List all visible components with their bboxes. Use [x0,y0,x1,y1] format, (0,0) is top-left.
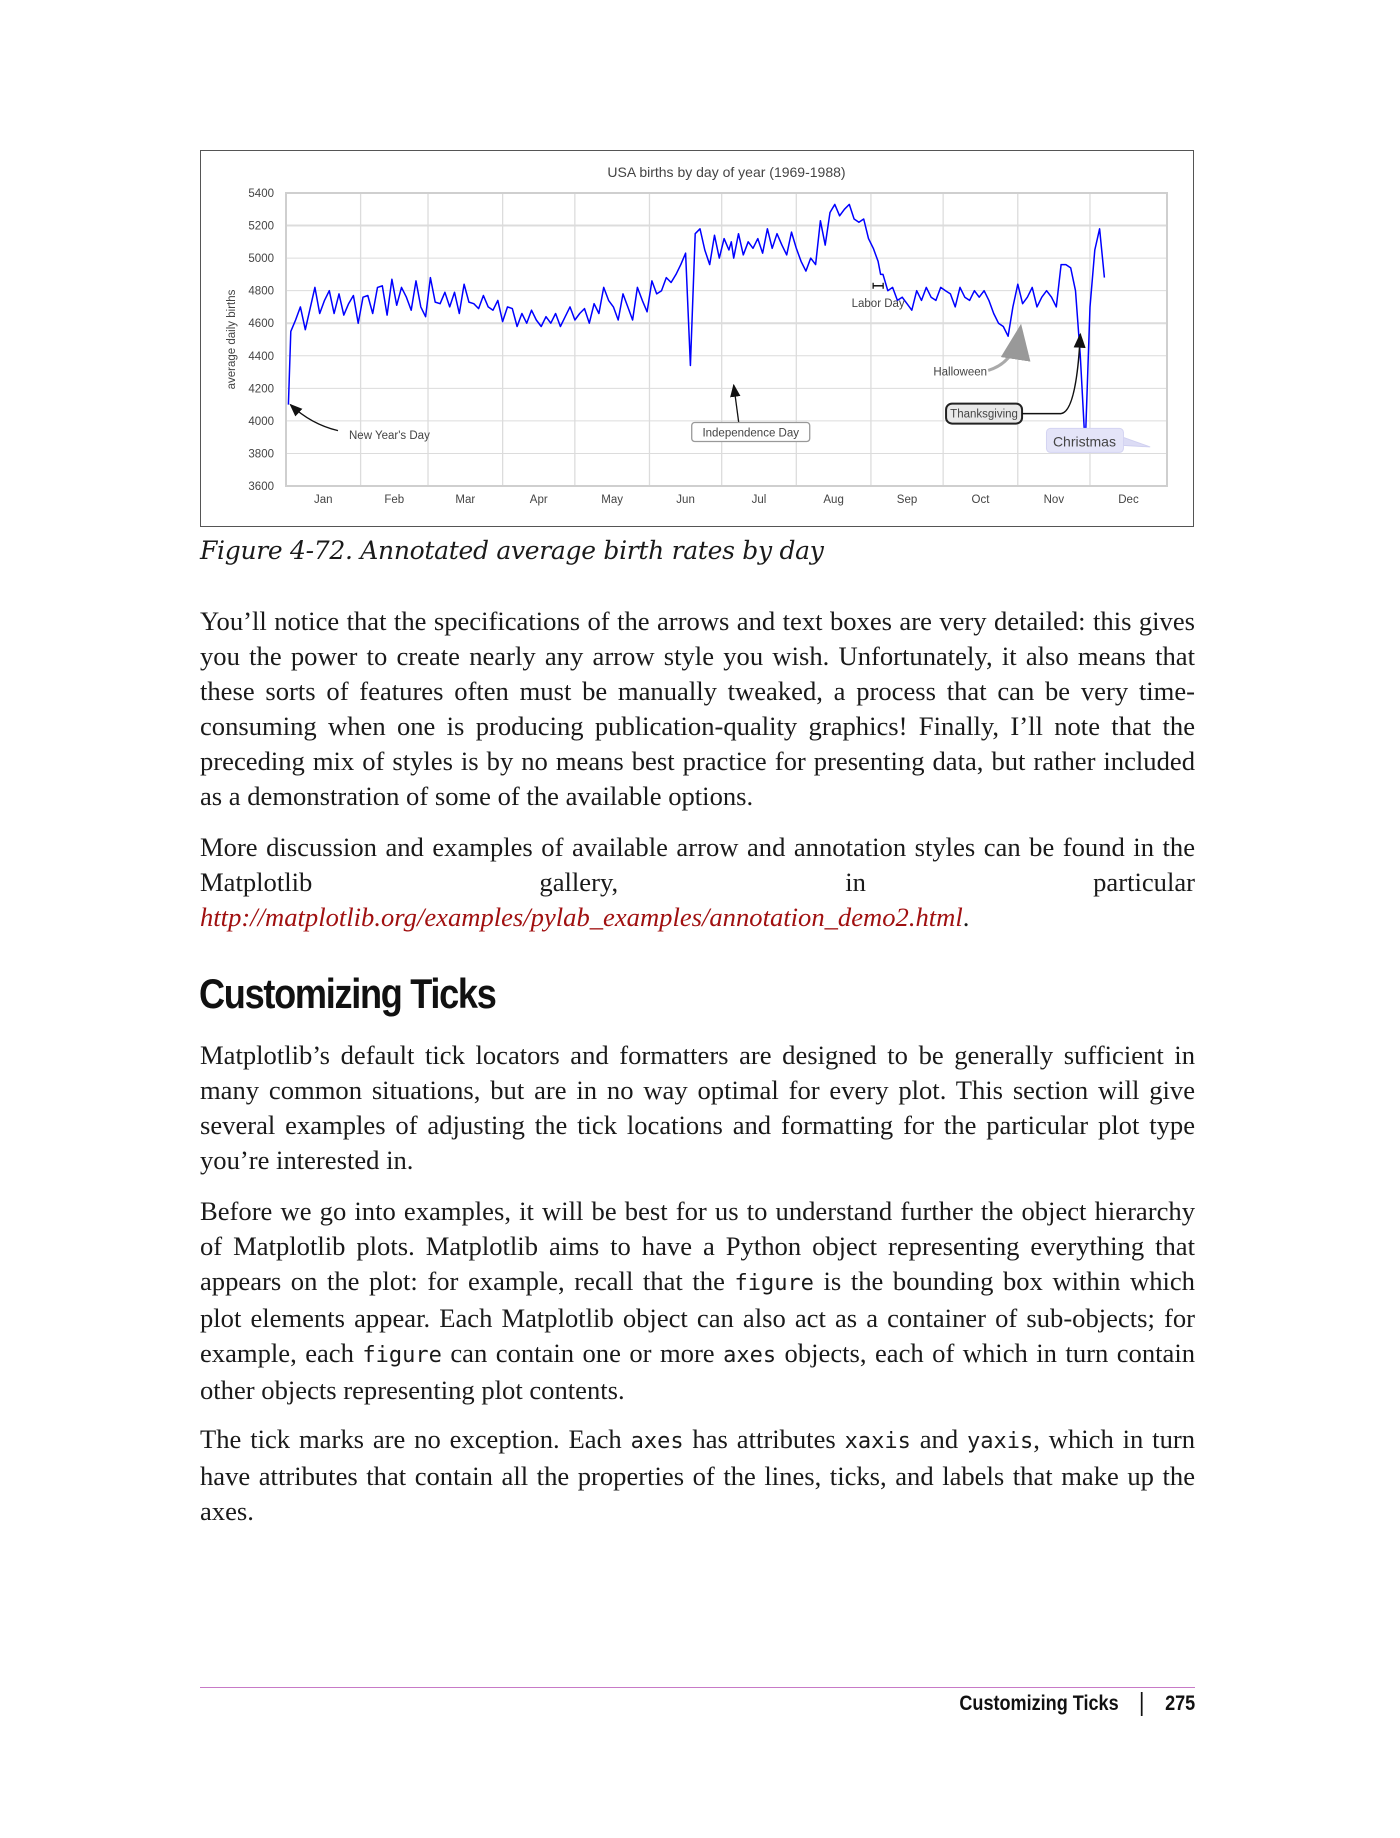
y-tick-label: 4800 [248,285,274,298]
x-tick-label: Aug [823,494,844,506]
chart-title: USA births by day of year (1969-1988) [607,164,846,180]
figure-frame [200,150,1194,527]
y-tick-label: 5000 [248,253,274,266]
y-tick-label: 5200 [248,220,274,233]
x-tick-label: Jan [314,494,333,506]
paragraph-tick-intro: Matplotlib’s default tick locators and formatters are designed to be generally sufficient in many common situations, but are in no way optimal for every plot. This section will give several examples of adjusting the tick locations and formatting for the particular plot type you’re interested in. [200,1040,1195,1175]
code-axes: axes [630,1429,684,1454]
x-tick-label: Jul [751,494,767,506]
christmas-label: Christmas [1052,433,1116,450]
new-years-arrow [290,405,338,431]
footer-rule [200,1687,1195,1688]
code-axes: axes [723,1343,777,1368]
y-tick-label: 3600 [248,481,274,493]
y-tick-label: 4400 [248,350,274,363]
halloween-arrow [988,330,1020,371]
x-tick-label: Oct [971,494,990,506]
y-tick-label: 4600 [248,318,274,331]
x-tick-label: Apr [529,494,548,506]
labor-day-label: Labor Day [851,297,905,310]
page-footer [959,1692,1195,1716]
y-axis-label: average daily births [226,289,238,390]
code-yaxis: yaxis [967,1429,1034,1454]
thanksgiving-label: Thanksgiving [950,408,1018,421]
christmas-wedge [1123,437,1150,447]
footer-separator [1141,1692,1143,1716]
births-line-chart [201,151,1195,528]
figure-caption: Figure 4-72. Annotated average birth rates by day [200,536,824,565]
paragraph-object-hierarchy: Before we go into examples, it will be best for us to understand further the object hierarchy of Matplotlib plots. Matplotlib aims to have a Python object representing everything that appears on the plot: for example, recall that the figure is the bounding box within which plot elements appear. Each Matplotlib object can also act as a container of sub-objects; for example, each figure can contain one or more axes objects, each of which in turn contain other objects representing plot contents. [200,1196,1196,1405]
code-figure: figure [362,1343,442,1368]
independence-day-arrow [734,385,739,422]
code-figure: figure [734,1271,814,1296]
x-tick-label: Mar [455,494,476,506]
new-years-label: New Year's Day [349,429,430,442]
y-tick-label: 5400 [248,188,274,200]
footer-section-title: Customizing Ticks [959,1692,1119,1715]
thanksgiving-arrow [1022,334,1080,413]
halloween-label: Halloween [933,366,988,379]
x-tick-label: Feb [384,494,405,506]
x-tick-label: Sep [896,494,918,506]
paragraph-gallery: More discussion and examples of available arrow and annotation styles can be found in the Matplotlib gallery, in particular http://matplotlib.org/examples/pylab_examples/annotation_demo2.html. [200,832,1195,932]
paragraph-tick-marks: The tick marks are no exception. Each axes has attributes xaxis and yaxis, which in turn have attributes that contain all the properties of the lines, ticks, and labels that make up the axes. [200,1424,1196,1526]
x-tick-label: Dec [1118,494,1139,506]
y-tick-label: 3800 [248,448,274,461]
independence-day-label: Independence Day [702,427,800,440]
x-tick-label: May [601,494,624,506]
x-tick-label: Jun [676,494,695,506]
y-tick-label: 4000 [248,415,274,428]
page-number: 275 [1164,1692,1195,1715]
paragraph-arrow-styles: You’ll notice that the specifications of the arrows and text boxes are very detailed: this gives you the power to create nearly any arrow style you wish. Unfortunately, it also means that these sorts of features often must be manually tweaked, a process that can be very time-consuming when one is producing publication-quality graphics! Finally, I’ll note that the preceding mix of styles is by no means best practice for presenting data, but rather included as a demonstration of some of the available options. [200,606,1195,811]
code-xaxis: xaxis [844,1429,911,1454]
gallery-link[interactable]: http://matplotlib.org/examples/pylab_examples/annotation_demo2.html [200,902,963,932]
section-heading: Customizing Ticks [199,970,496,1017]
x-tick-label: Nov [1043,494,1065,506]
y-tick-label: 4200 [248,383,274,396]
